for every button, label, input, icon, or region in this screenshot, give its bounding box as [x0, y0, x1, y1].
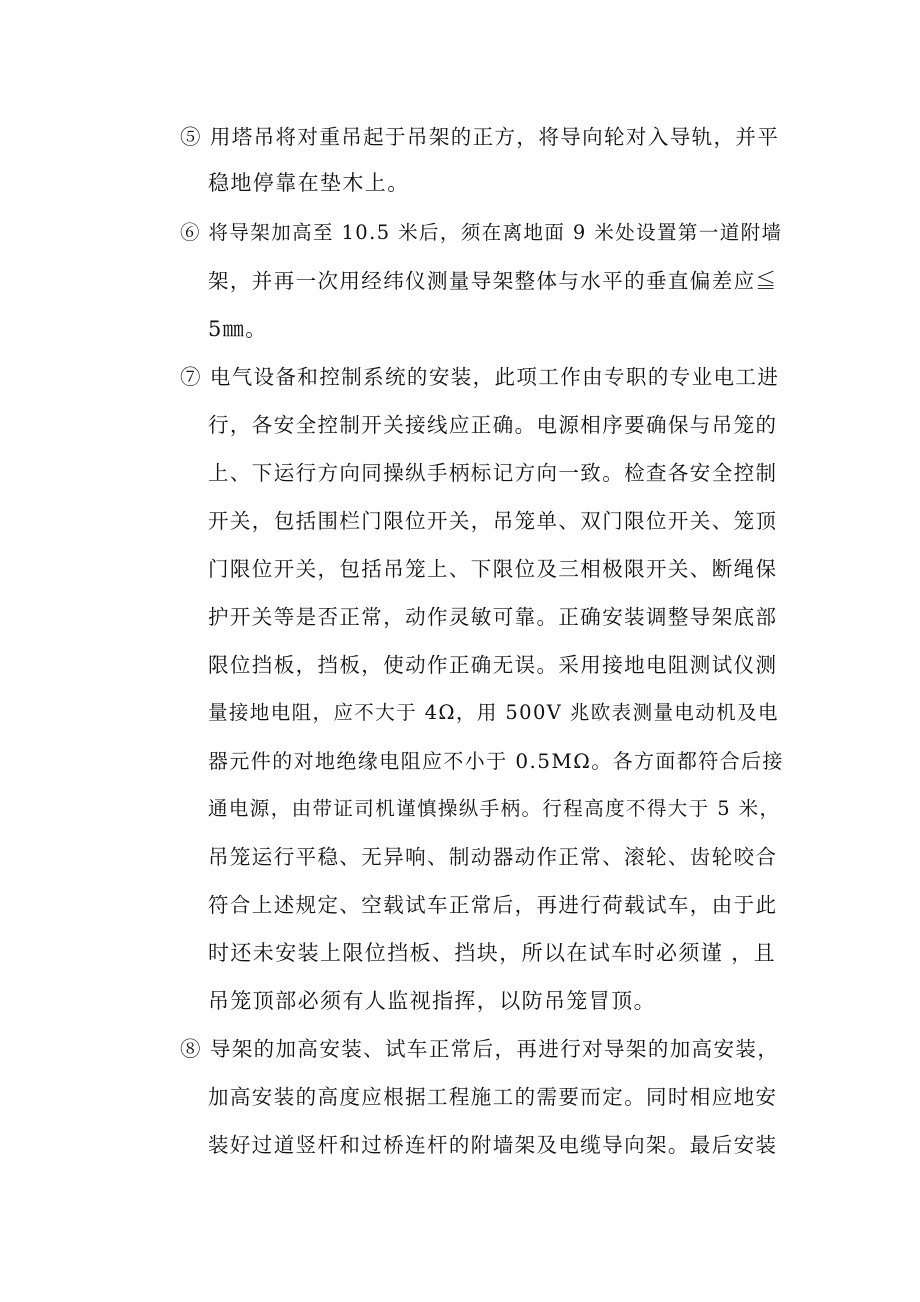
item-7-line-8: 量接地电阻，应不大于 4Ω，用 500V 兆欧表测量电动机及电	[208, 701, 779, 724]
item-7-line-7: 限位挡板，挡板，使动作正确无误。采用接地电阻测试仪测	[208, 653, 778, 677]
item-7-line-13: 时还未安装上限位挡板、挡块，所以在试车时必须谨 ，且	[208, 941, 777, 965]
item-6-line-3: 5㎜。	[208, 317, 268, 341]
item-7-line-5: 门限位开关，包括吊笼上、下限位及三相极限开关、断绳保	[208, 557, 778, 581]
item-7-line-3: 上、下运行方向同操纵手柄标记方向一致。检查各安全控制	[208, 461, 778, 485]
item-6-line-1: ⑥ 将导架加高至 10.5 米后，须在离地面 9 米处设置第一道附墙	[180, 221, 783, 244]
item-7-line-14: 吊笼顶部必须有人监视指挥，以防吊笼冒顶。	[208, 989, 656, 1013]
item-5-line-1: ⑤ 用塔吊将对重吊起于吊架的正方，将导向轮对入导轨，并平	[180, 125, 780, 149]
item-7-line-11: 吊笼运行平稳、无异响、制动器动作正常、滚轮、齿轮咬合	[208, 845, 778, 869]
item-8-line-1: ⑧ 导架的加高安装、试车正常后，再进行对导架的加高安装，	[180, 1037, 780, 1061]
item-7-line-12: 符合上述规定、空载试车正常后，再进行荷载试车，由于此	[208, 893, 778, 917]
item-5-line-2: 稳地停靠在垫木上。	[208, 171, 410, 195]
item-6-line-2: 架，并再一次用经纬仪测量导架整体与水平的垂直偏差应≦	[208, 269, 778, 293]
item-7-line-4: 开关，包括围栏门限位开关，吊笼单、双门限位开关、笼顶	[208, 509, 778, 533]
item-7-line-10: 通电源，由带证司机谨慎操纵手柄。行程高度不得大于 5 米，	[208, 797, 781, 820]
item-8-line-3: 装好过道竖杆和过桥连杆的附墙架及电缆导向架。最后安装	[208, 1133, 778, 1157]
item-7-line-1: ⑦ 电气设备和控制系统的安装，此项工作由专职的专业电工进	[180, 365, 780, 389]
item-8-line-2: 加高安装的高度应根据工程施工的需要而定。同时相应地安	[208, 1085, 778, 1109]
item-7-line-2: 行，各安全控制开关接线应正确。电源相序要确保与吊笼的	[208, 413, 778, 437]
item-7-line-9: 器元件的对地绝缘电阻应不小于 0.5MΩ。各方面都符合后接	[208, 749, 784, 773]
item-7-line-6: 护开关等是否正常，动作灵敏可靠。正确安装调整导架底部	[208, 605, 778, 629]
